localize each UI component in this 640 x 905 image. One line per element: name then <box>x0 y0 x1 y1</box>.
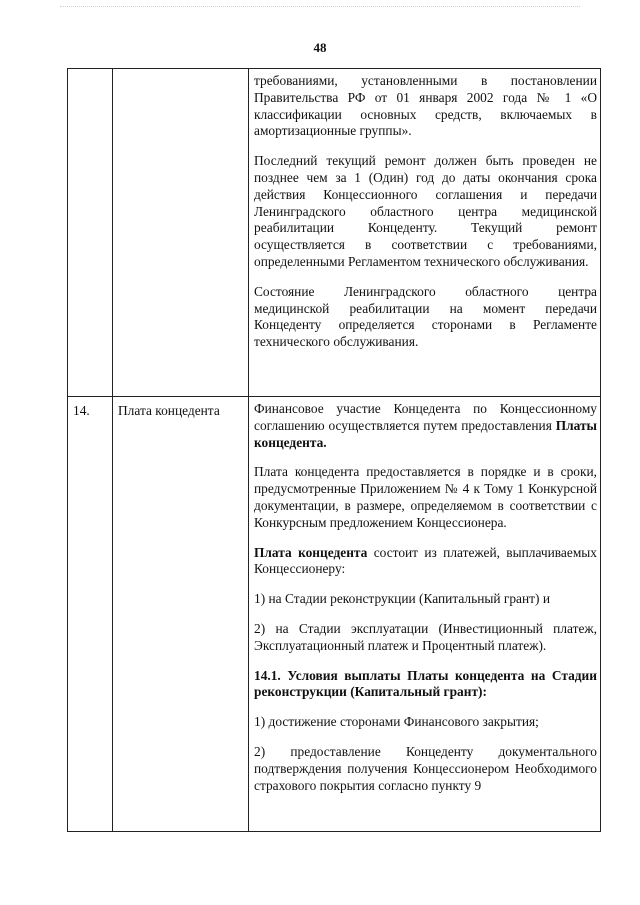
row-content-cell <box>249 69 601 397</box>
paragraph: Последний текущий ремонт должен быть проведен не позднее чем за 1 (Один) год до даты окончания срока действия Концессионного соглашения и передачи Ленинградского областного центра медицинской реабилитации Концеденту. Текущий ремонт осуществляется в соответствии с требованиями, определенными Регламентом технического обслуживания. <box>254 153 597 269</box>
document-table <box>67 68 601 832</box>
row-title-cell <box>113 69 249 397</box>
section-heading: 14.1. Условия выплаты Платы концедента на Стадии реконструкции (Капитальный грант): <box>254 667 597 700</box>
scan-artifact <box>60 6 580 9</box>
row-title-cell: Плата концедента <box>113 397 249 832</box>
paragraph <box>254 545 597 579</box>
row-content-cell <box>249 397 601 832</box>
row-number-cell: 14. <box>68 397 113 832</box>
table-row <box>68 69 601 397</box>
paragraph <box>254 401 597 451</box>
list-item: 1) на Стадии реконструкции (Капитальный грант) и <box>254 591 550 607</box>
paragraph-text: состоит из платежей, выплачиваемых Концессионеру: <box>254 544 597 577</box>
row-number-cell <box>68 69 113 397</box>
paragraph-bold-text: Платы концедента. <box>254 417 597 450</box>
table-row <box>68 397 601 832</box>
paragraph: требованиями, установленными в постановлении Правительства РФ от 01 января 2002 года № 1 «О классификации основных средств, включаемых в амортизационные группы». <box>254 73 597 139</box>
list-item: 1) достижение сторонами Финансового закрытия; <box>254 714 539 730</box>
paragraph: Состояние Ленинградского областного центра медицинской реабилитации на момент передачи Концеденту определяется сторонами в Регламенте технического обслуживания. <box>254 283 597 350</box>
list-item: 2) на Стадии эксплуатации (Инвестиционный платеж, Эксплуатационный платеж и Процентный платеж). <box>254 620 597 653</box>
paragraph: Плата концедента предоставляется в порядке и в сроки, предусмотренные Приложением № 4 к Тому 1 Конкурсной документации, в размере, определяемом в соответствии с Конкурсным предложением Концессионера. <box>254 464 597 530</box>
page-number: 48 <box>313 40 327 55</box>
paragraph-bold-text: Плата концедента <box>254 544 368 560</box>
paragraph-text: Финансовое участие Концедента по Концессионному соглашению осуществляется путем предоставления <box>254 401 597 433</box>
list-item: 2) предоставление Концеденту документального подтверждения получения Концессионером Необходимого страхового покрытия согласно пункту 9 <box>254 743 597 793</box>
